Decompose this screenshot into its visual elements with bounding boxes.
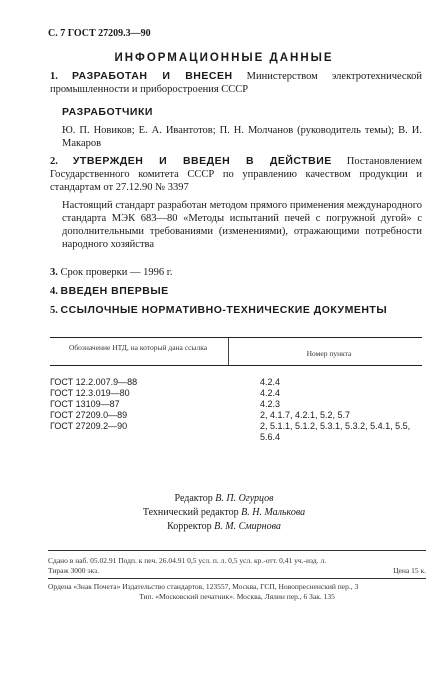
- section-2: [50, 155, 422, 194]
- table-row-items: 4.2.3: [260, 399, 281, 409]
- section-5-number: 5.: [50, 305, 58, 316]
- credit-corrector-name: В. М. Смирнова: [214, 521, 281, 532]
- table-row-items: 4.2.4: [260, 377, 281, 387]
- page-header: С. 7 ГОСТ 27209.3—90: [48, 28, 151, 39]
- credit-corrector-label: Корректор: [167, 521, 212, 532]
- credit-editor-label: Редактор: [174, 493, 213, 504]
- table-row-items: 2, 4.1.7, 4.2.1, 5.2, 5.7: [260, 410, 351, 420]
- section-1-text: Министерством электротехнической промышленности и приборостроения СССР: [50, 71, 423, 95]
- credit-tech-editor: [0, 506, 448, 520]
- credit-editor-name: В. П. Огурцов: [215, 493, 274, 504]
- section-1-caps: РАЗРАБОТАН И ВНЕСЕН: [71, 70, 233, 82]
- table-row-doc: ГОСТ 12.2.007.9—88: [50, 377, 138, 387]
- table-column-divider: [228, 338, 229, 365]
- imprint-line-4: Тип. «Московский печатник». Москва, Лялин пер., 6 Зак. 135: [139, 592, 335, 601]
- section-5: [50, 304, 422, 317]
- imprint-price: Цена 15 к.: [393, 566, 426, 575]
- imprint-line-3: Ордена «Знак Почета» Издательство стандартов, 123557, Москва, ГСП, Новопресненский пер., 3: [48, 582, 359, 591]
- section-2-number: 2.: [50, 156, 58, 167]
- table-header-rule: [50, 365, 422, 367]
- section-3-text: Срок проверки — 1996 г.: [60, 267, 173, 278]
- credit-editor: [0, 492, 448, 506]
- section-2-text: Постановлением Государственного комитета СССР по управлению качеством продукции и стандартам от 27.12.90 № 3397: [50, 156, 423, 193]
- section-4-number: 4.: [50, 286, 58, 297]
- imprint-line-1: Сдано в наб. 05.02.91 Подп. к печ. 26.04.91 0,5 усл. п. л. 0,5 усл. кр.-отт. 0,41 уч.-изд. л.: [48, 556, 327, 565]
- table-row-doc: ГОСТ 27209.0—89: [50, 410, 128, 420]
- table-row-items: 2, 5.1.1, 5.1.2, 5.3.1, 5.3.2, 5.4.1, 5.5, 5.6.4: [260, 421, 411, 442]
- section-4: [50, 285, 422, 298]
- table-top-rule: [50, 337, 422, 339]
- table-row-doc: ГОСТ 12.3.019—80: [50, 388, 130, 398]
- section-1: [50, 70, 422, 96]
- table-header-items: Номер пункта: [306, 349, 352, 358]
- section-4-caps: ВВЕДЕН ВПЕРВЫЕ: [60, 285, 169, 297]
- section-5-caps: ССЫЛОЧНЫЕ НОРМАТИВНО-ТЕХНИЧЕСКИЕ ДОКУМЕНТЫ: [60, 304, 388, 316]
- imprint-print-run: Тираж 3000 экз.: [48, 566, 100, 575]
- imprint-top-rule: [48, 550, 426, 551]
- imprint-middle-rule: [48, 578, 426, 579]
- section-2-caps: УТВЕРЖДЕН И ВВЕДЕН В ДЕЙСТВИЕ: [72, 155, 332, 167]
- table-row-items: 4.2.4: [260, 388, 281, 398]
- section-3-number: 3.: [50, 267, 58, 278]
- credit-corrector: [0, 520, 448, 534]
- section-1-number: 1.: [50, 71, 58, 82]
- table-row-doc: ГОСТ 13109—87: [50, 399, 120, 409]
- section-2-paragraph: Настоящий стандарт разработан методом прямого применения международного стандарта МЭК 683—80 «Методы испытаний печей с погружной дугой» с дополнительными требованиями (изменениями), отражающими потребности народного хозяйства: [62, 200, 422, 250]
- table-row-doc: ГОСТ 27209.2—90: [50, 421, 128, 431]
- developers-heading-text: РАЗРАБОТЧИКИ: [62, 106, 153, 118]
- developers-list: Ю. П. Новиков; Е. А. Ивантотов; П. Н. Молчанов (руководитель темы); В. И. Макаров: [62, 125, 422, 149]
- developers-heading: [62, 106, 422, 119]
- section-3: [50, 266, 422, 279]
- imprint-line-2: [48, 566, 426, 576]
- document-title: ИНФОРМАЦИОННЫЕ ДАННЫЕ: [114, 52, 334, 64]
- table-header-doc: Обозначение НТД, на который дана ссылка: [68, 343, 208, 352]
- credit-tech-name: В. Н. Малькова: [241, 507, 306, 518]
- credit-tech-label: Технический редактор: [142, 507, 239, 518]
